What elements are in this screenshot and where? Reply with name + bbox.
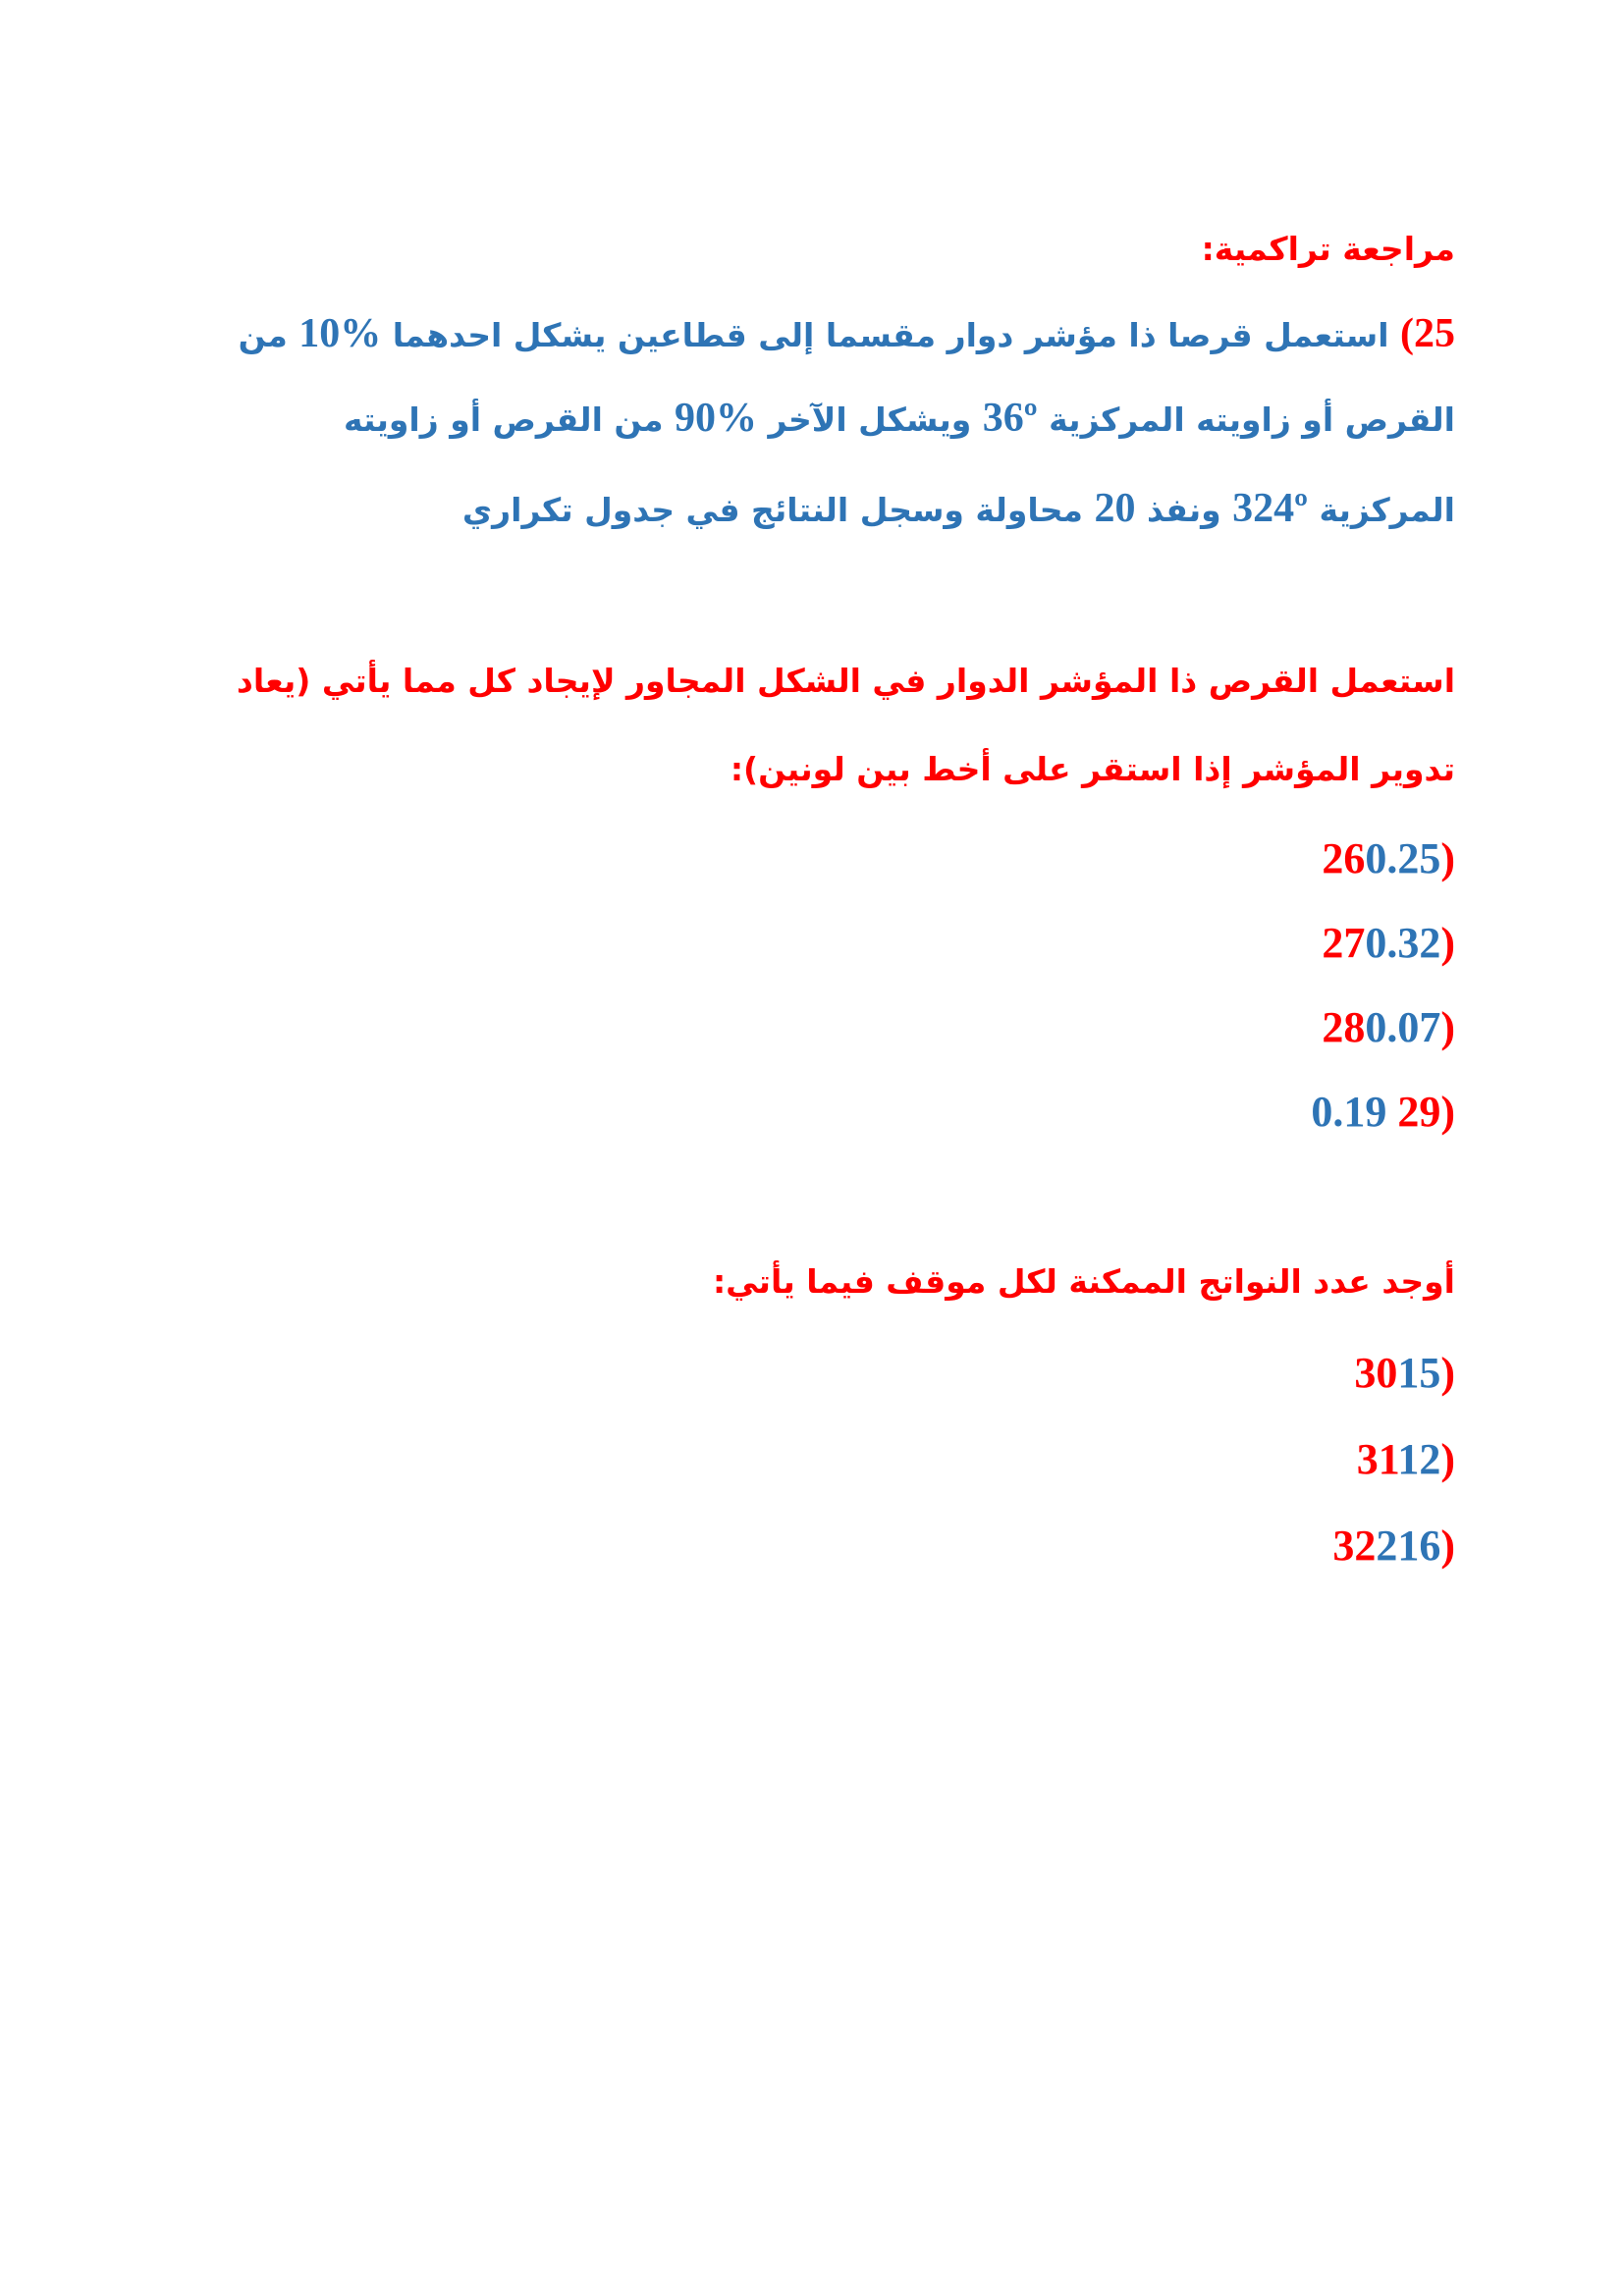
q25-line3: [462, 487, 1455, 532]
q25-text-1: استعمل قرصا ذا مؤشر دوار مقسما إلى قطاعين يشكل احدهما: [381, 316, 1400, 354]
answer-27: [1322, 919, 1455, 968]
answer-32: [1332, 1522, 1455, 1571]
q25-deg1: 36º: [982, 396, 1038, 441]
question-number: (31: [1356, 1435, 1455, 1483]
q25-text-2-end: من القرص أو زاويته: [344, 400, 675, 439]
question-number: (30: [1354, 1349, 1455, 1397]
section2-instruction-1: استعمل القرص ذا المؤشر الدوار في الشكل المجاور لإيجاد كل مما يأتي (يعاد: [236, 662, 1455, 700]
answer-29: [1311, 1088, 1455, 1137]
q25-text-3-mid: ونفذ: [1135, 491, 1233, 529]
question-number: (32: [1332, 1522, 1455, 1570]
section3-instruction: أوجد عدد النواتج الممكنة لكل موقف فيما يأتي:: [712, 1262, 1455, 1301]
q25-deg2: 324º: [1232, 486, 1309, 531]
answer-value: 15: [1397, 1349, 1441, 1397]
q25-text-1-end: من: [238, 316, 299, 354]
q25-text-3-end: محاولة وسجل النتائج في جدول تكراري: [461, 491, 1095, 529]
q25-pct1: 10%: [298, 311, 382, 356]
question-number: (27: [1322, 919, 1455, 967]
answer-value: 0.19: [1311, 1088, 1398, 1136]
q25-text-2-mid: ويشكل الآخر: [757, 400, 983, 439]
q25-pct2: 90%: [675, 396, 757, 441]
q25-number: 25): [1400, 311, 1455, 356]
answer-value: 0.32: [1365, 919, 1441, 967]
answer-28: [1322, 1003, 1455, 1052]
section-title: مراجعة تراكمية:: [1201, 230, 1455, 268]
question-number: (28: [1322, 1003, 1455, 1051]
section2-instruction-2: تدوير المؤشر إذا استقر على أخط بين لونين):: [730, 750, 1455, 788]
answer-value: 0.07: [1365, 1003, 1441, 1051]
q25-text-3: المركزية: [1308, 491, 1455, 529]
q25-trials: 20: [1094, 486, 1136, 531]
q25-line1: [239, 312, 1455, 357]
answer-value: 216: [1376, 1522, 1441, 1570]
q25-text-2: القرص أو زاويته المركزية: [1037, 400, 1455, 439]
question-number: (26: [1322, 834, 1455, 882]
answer-value: 0.25: [1365, 834, 1441, 882]
answer-value: 12: [1398, 1435, 1441, 1483]
answer-30: [1354, 1349, 1455, 1398]
answer-26: [1322, 834, 1455, 883]
q25-line2: [344, 397, 1455, 442]
question-number: (29: [1397, 1088, 1455, 1136]
answer-31: [1357, 1435, 1455, 1484]
